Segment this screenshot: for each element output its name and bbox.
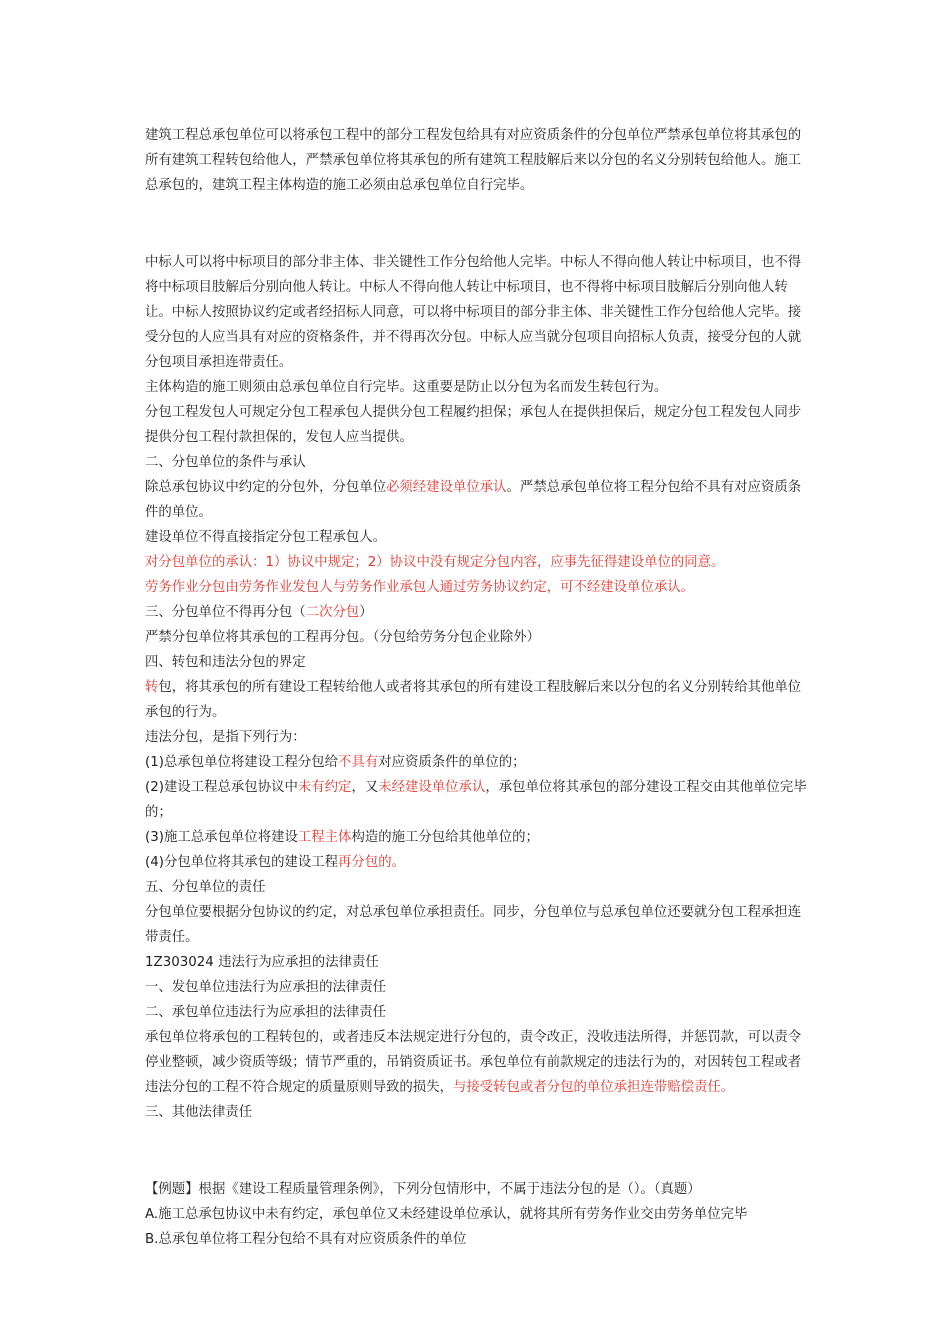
paragraph [145, 875, 809, 900]
text-run: ，又 [351, 779, 379, 795]
text-run: 违法分包，是指下列行为： [145, 729, 306, 745]
paragraph [145, 1177, 809, 1202]
text-run: 建筑工程总承包单位可以将承包工程中的部分工程发包给具有对应资质条件的分包单位严禁承包单位将其承包的所有建筑工程转包给他人，严禁承包单位将其承包的所有建筑工程肢解后来以分包的名义分别转包给他人。施工总承包的，建筑工程主体构造的施工必须由总承包单位自行完毕。 [145, 128, 802, 193]
text-run: 构造的施工分包给其他单位的； [351, 829, 539, 845]
paragraph [145, 375, 809, 400]
blank-line [145, 211, 809, 236]
text-run: 1Z303024 违法行为应承担的法律责任 [145, 954, 379, 970]
paragraph [145, 775, 809, 825]
highlighted-text: 再分包的。 [338, 854, 405, 870]
highlighted-text: 二次分包 [305, 604, 360, 620]
paragraph [145, 575, 809, 600]
text-run: 三、其他法律责任 [145, 1104, 253, 1120]
text-run: 【例题】根据《建设工程质量管理条例》，下列分包情形中，不属于违法分包的是（）。（真题） [145, 1181, 701, 1197]
paragraph [145, 975, 809, 1000]
document-body [145, 123, 809, 1252]
paragraph [145, 400, 809, 450]
text-run: 包，将其承包的所有建设工程转给他人或者将其承包的所有建设工程肢解后来以分包的名义分别转给其他单位承包的行为。 [145, 679, 802, 720]
text-run: 严禁分包单位将其承包的工程再分包。（分包给劳务分包企业除外） [145, 629, 541, 645]
text-run: 除总承包协议中约定的分包外，分包单位 [145, 479, 387, 495]
text-run: 主体构造的施工则须由总承包单位自行完毕。这重要是防止以分包为名而发生转包行为。 [145, 379, 668, 395]
highlighted-text: 未有约定 [297, 779, 352, 795]
paragraph [145, 1100, 809, 1125]
text-run: 四、转包和违法分包的界定 [145, 654, 306, 670]
paragraph [145, 475, 809, 525]
text-run: 一、发包单位违法行为应承担的法律责任 [145, 979, 387, 995]
paragraph [145, 123, 809, 198]
highlighted-text: 劳务作业分包由劳务作业发包人与劳务作业承包人通过劳务协议约定，可不经建设单位承认。 [145, 579, 695, 595]
paragraph [145, 600, 809, 625]
text-run: B.总承包单位将工程分包给不具有对应资质条件的单位 [145, 1231, 467, 1247]
paragraph [145, 550, 809, 575]
paragraph [145, 1202, 809, 1227]
paragraph [145, 850, 809, 875]
text-run: 中标人可以将中标项目的部分非主体、非关键性工作分包给他人完毕。中标人不得向他人转让中标项目，也不得将中标项目肢解后分别向他人转让。中标人不得向他人转让中标项目，也不得将中标项目肢解后分别向他人转让。中标人按照协议约定或者经招标人同意，可以将中标项目的部分非主体、非关键性工作分包给他人完毕。接受分包的人应当具有对应的资格条件，并不得再次分包。中标人应当就分包项目向招标人负责，接受分包的人就分包项目承担连带责任。 [145, 254, 802, 370]
text-run: ） [359, 604, 373, 620]
paragraph [145, 825, 809, 850]
blank-line [145, 1138, 809, 1163]
highlighted-text: 对分包单位的承认：1）协议中规定；2）协议中没有规定分包内容，应事先征得建设单位的同意。 [145, 554, 725, 570]
highlighted-text: 与接受转包或者分包的单位承担连带赔偿责任。 [452, 1079, 735, 1095]
paragraph [145, 650, 809, 675]
highlighted-text: 转 [145, 679, 159, 695]
paragraph [145, 525, 809, 550]
text-run: (3)施工总承包单位将建设 [145, 829, 298, 845]
text-run: 对应资质条件的单位的； [378, 754, 526, 770]
text-run: 分包工程发包人可规定分包工程承包人提供分包工程履约担保；承包人在提供担保后，规定分包工程发包人同步提供分包工程付款担保的，发包人应当提供。 [145, 404, 802, 445]
paragraph [145, 1000, 809, 1025]
text-run: 承包单位将承包的工程转包的，或者违反本法规定进行分包的，责令改正，没收违法所得，并惩罚款，可以责令停业整顿，减少资质等级；情节严重的，吊销资质证书。承包单位有前款规定的违法行为的，对因转包工程或者违法分包的工程不符合规定的质量原则导致的损失， [145, 1029, 802, 1095]
paragraph [145, 950, 809, 975]
text-run: (4)分包单位将其承包的建设工程 [145, 854, 339, 870]
paragraph [145, 675, 809, 725]
text-run: 三、分包单位不得再分包（ [145, 604, 306, 620]
text-run: 二、分包单位的条件与承认 [145, 454, 306, 470]
text-run: 分包单位要根据分包协议的约定，对总承包单位承担责任。同步，分包单位与总承包单位还要就分包工程承担连带责任。 [145, 904, 802, 945]
paragraph [145, 725, 809, 750]
paragraph [145, 625, 809, 650]
text-run: 建设单位不得直接指定分包工程承包人。 [145, 529, 387, 545]
highlighted-text: 工程主体 [297, 829, 352, 845]
highlighted-text: 必须经建设单位承认 [386, 479, 507, 495]
text-run: 二、承包单位违法行为应承担的法律责任 [145, 1004, 387, 1020]
text-run: A.施工总承包协议中未有约定，承包单位又未经建设单位承认，就将其所有劳务作业交由劳务单位完毕 [145, 1206, 748, 1222]
paragraph [145, 900, 809, 950]
text-run: ，承包单位将其承包的部分建设工程交由其他单位完毕的； [145, 779, 807, 820]
text-run: 五、分包单位的责任 [145, 879, 266, 895]
text-run: 。严禁总承包单位将工程分包给不具有对应资质条件的单位。 [145, 479, 802, 520]
paragraph [145, 250, 809, 375]
paragraph [145, 1227, 809, 1252]
paragraph [145, 750, 809, 775]
highlighted-text: 未经建设单位承认 [378, 779, 486, 795]
paragraph [145, 1025, 809, 1100]
text-run: (1)总承包单位将建设工程分包给 [145, 754, 339, 770]
paragraph [145, 450, 809, 475]
highlighted-text: 不具有 [338, 754, 379, 770]
text-run: (2)建设工程总承包协议中 [145, 779, 298, 795]
